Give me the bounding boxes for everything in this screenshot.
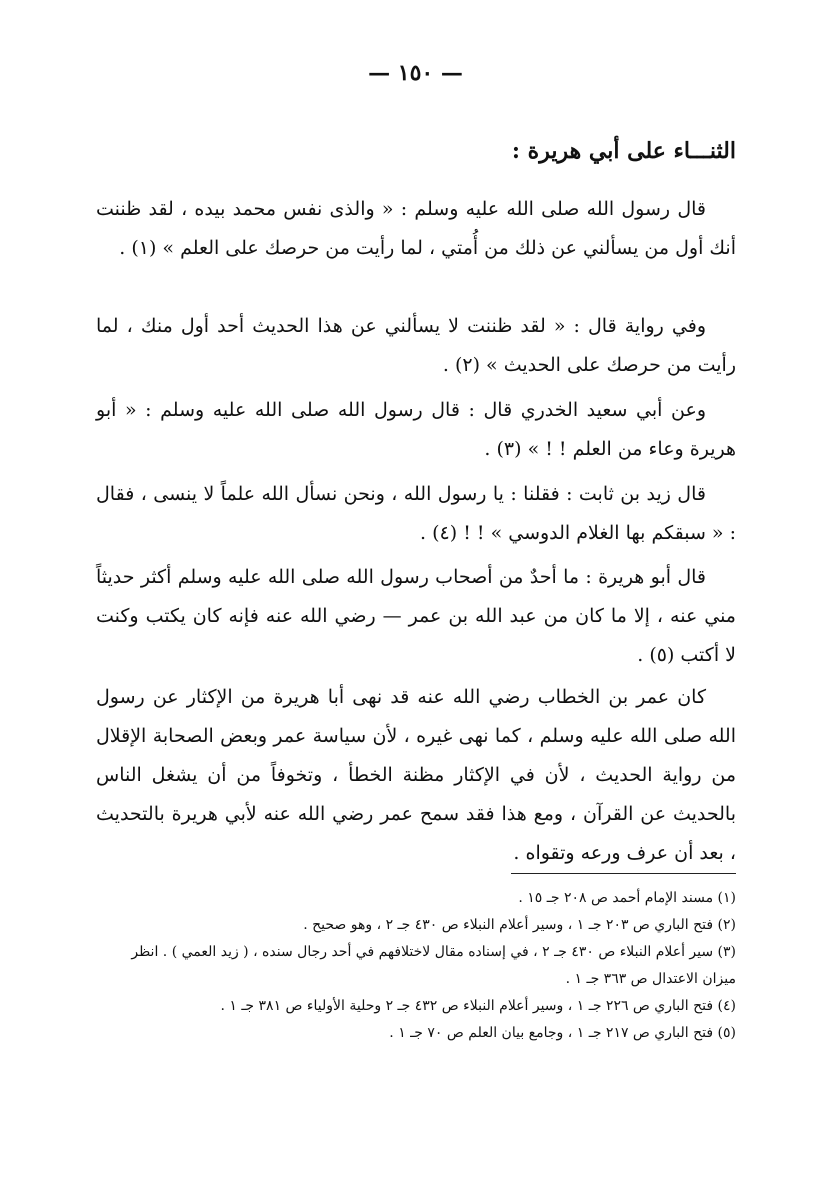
section-heading: الثنـــاء على أبي هريرة : <box>511 138 736 164</box>
paragraph-text: وفي رواية قال : « لقد ظننت لا يسألني عن هذا الحديث أحد أول منك ، لما رأيت من حرصك على الحديث » (٢) . <box>96 315 736 376</box>
footnote: (٤) فتح الباري ص ٢٢٦ جـ ١ ، وسير أعلام النبلاء ص ٤٣٢ جـ ٢ وحلية الأولياء ص ٣٨١ جـ ١ . <box>220 998 736 1014</box>
footnote: (٣) سير أعلام النبلاء ص ٤٣٠ جـ ٢ ، في إسناده مقال لاختلافهم في أحد رجال سنده ، ( زيد العمي ) . انظر ميزان الاعتدال ص ٣٦٣ جـ ١ . <box>131 944 736 987</box>
paragraph-text: قال رسول الله صلى الله عليه وسلم : « والذى نفس محمد بيده ، لقد ظننت أنك أول من يسألني عن ذلك من أُمتي ، لما رأيت من حرصك على العلم » (١) . <box>96 198 736 259</box>
body-paragraph <box>96 307 736 391</box>
paragraph-text: قال أبو هريرة : ما أحدٌ من أصحاب رسول الله صلى الله عليه وسلم أكثر حديثاً مني عنه ، إلا ما كان من عبد الله بن عمر — رضي الله عنه فإنه كان يكتب وكنت لا أكتب (٥) . <box>96 566 736 666</box>
footnote: (١) مسند الإمام أحمد ص ٢٠٨ جـ ١٥ . <box>518 890 736 906</box>
body-paragraph <box>96 391 736 475</box>
footnote: (٥) فتح الباري ص ٢١٧ جـ ١ ، وجامع بيان العلم ص ٧٠ جـ ١ . <box>389 1025 736 1041</box>
body-paragraph <box>96 475 736 559</box>
footnotes <box>96 885 736 1047</box>
body-paragraph <box>96 678 736 879</box>
paragraph-text: وعن أبي سعيد الخدري قال : قال رسول الله صلى الله عليه وسلم : « أبو هريرة وعاء من العلم ! ! » (٣) . <box>96 399 736 460</box>
body-paragraph <box>96 558 736 681</box>
page-number: — ١٥٠ — <box>368 60 463 86</box>
footnote-divider <box>511 873 736 874</box>
body-paragraph <box>96 190 736 274</box>
footnote: (٢) فتح الباري ص ٢٠٣ جـ ١ ، وسير أعلام النبلاء ص ٤٣٠ جـ ٢ ، وهو صحيح . <box>303 917 736 933</box>
paragraph-text: كان عمر بن الخطاب رضي الله عنه قد نهى أبا هريرة من الإكثار عن رسول الله صلى الله عليه وسلم ، كما نهى غيره ، لأن سياسة عمر وبعض الصحابة الإقلال من رواية الحديث ، لأن في الإكثار مظنة الخطأ ، وتخوفاً من أن يشغل الناس بالحديث عن القرآن ، ومع هذا فقد سمح عمر رضي الله عنه لأبي هريرة بالتحديث ، بعد أن عرف ورعه وتقواه . <box>96 686 736 864</box>
paragraph-text: قال زيد بن ثابت : فقلنا : يا رسول الله ، ونحن نسأل الله علماً لا ينسى ، فقال : « سبقكم بها الغلام الدوسي » ! ! (٤) . <box>96 483 736 544</box>
